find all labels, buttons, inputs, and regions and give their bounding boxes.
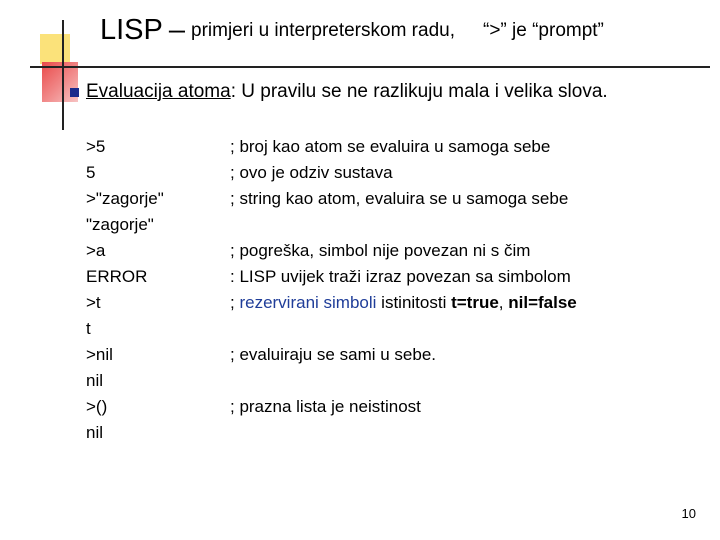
repl-line: >t	[86, 293, 101, 312]
repl-line: t	[86, 319, 91, 338]
comment-spacer	[230, 316, 577, 342]
bullet-square-icon	[70, 88, 79, 97]
comment-part: ,	[498, 293, 509, 312]
comment-lines	[230, 134, 577, 420]
repl-line: ERROR	[86, 267, 148, 286]
comment-part: ;	[230, 293, 240, 312]
comment-line: ; ovo je odziv sustava	[230, 163, 393, 182]
repl-line: >()	[86, 397, 108, 416]
page-number: 10	[681, 506, 696, 521]
title-prompt-note: “>” je “prompt”	[483, 20, 604, 41]
decor-vertical-line	[62, 20, 64, 130]
repl-line: nil	[86, 371, 104, 390]
false-definition: nil=false	[508, 293, 577, 312]
comment-line-reserved	[230, 290, 577, 316]
intro-colon: :	[230, 81, 236, 102]
intro-text: U pravilu se ne razlikuju mala i velika slova.	[235, 81, 608, 102]
intro-label: Evaluacija atoma	[86, 81, 231, 102]
repl-line: nil	[86, 423, 104, 442]
repl-line: >5	[86, 137, 106, 156]
repl-line: "zagorje"	[86, 215, 154, 234]
true-definition: t=true	[451, 293, 499, 312]
comment-line: ; pogreška, simbol nije povezan ni s čim	[230, 241, 531, 260]
comment-line: ; broj kao atom se evaluira u samoga sebe	[230, 137, 551, 156]
repl-line: 5	[86, 163, 96, 182]
comment-spacer	[230, 368, 577, 394]
repl-line: >a	[86, 241, 106, 260]
repl-line: >nil	[86, 345, 113, 364]
decor-horizontal-line	[30, 66, 710, 68]
repl-lines	[86, 134, 164, 446]
comment-spacer	[230, 212, 577, 238]
comment-part: istinitosti	[376, 293, 452, 312]
slide-title	[100, 14, 604, 47]
decor-yellow-square	[40, 34, 70, 64]
title-subtitle: primjeri u interpreterskom radu,	[191, 20, 455, 41]
reserved-symbols-text: rezervirani simboli	[239, 293, 377, 312]
title-main: LISP	[100, 14, 163, 46]
comment-line: ; prazna lista je neistinost	[230, 397, 421, 416]
title-dash: –	[168, 14, 186, 46]
repl-line: >"zagorje"	[86, 189, 164, 208]
comment-line: : LISP uvijek traži izraz povezan sa simbolom	[230, 267, 571, 286]
comment-line: ; evaluiraju se sami u sebe.	[230, 345, 436, 364]
intro-line	[86, 81, 608, 103]
comment-line: ; string kao atom, evaluira se u samoga sebe	[230, 189, 569, 208]
